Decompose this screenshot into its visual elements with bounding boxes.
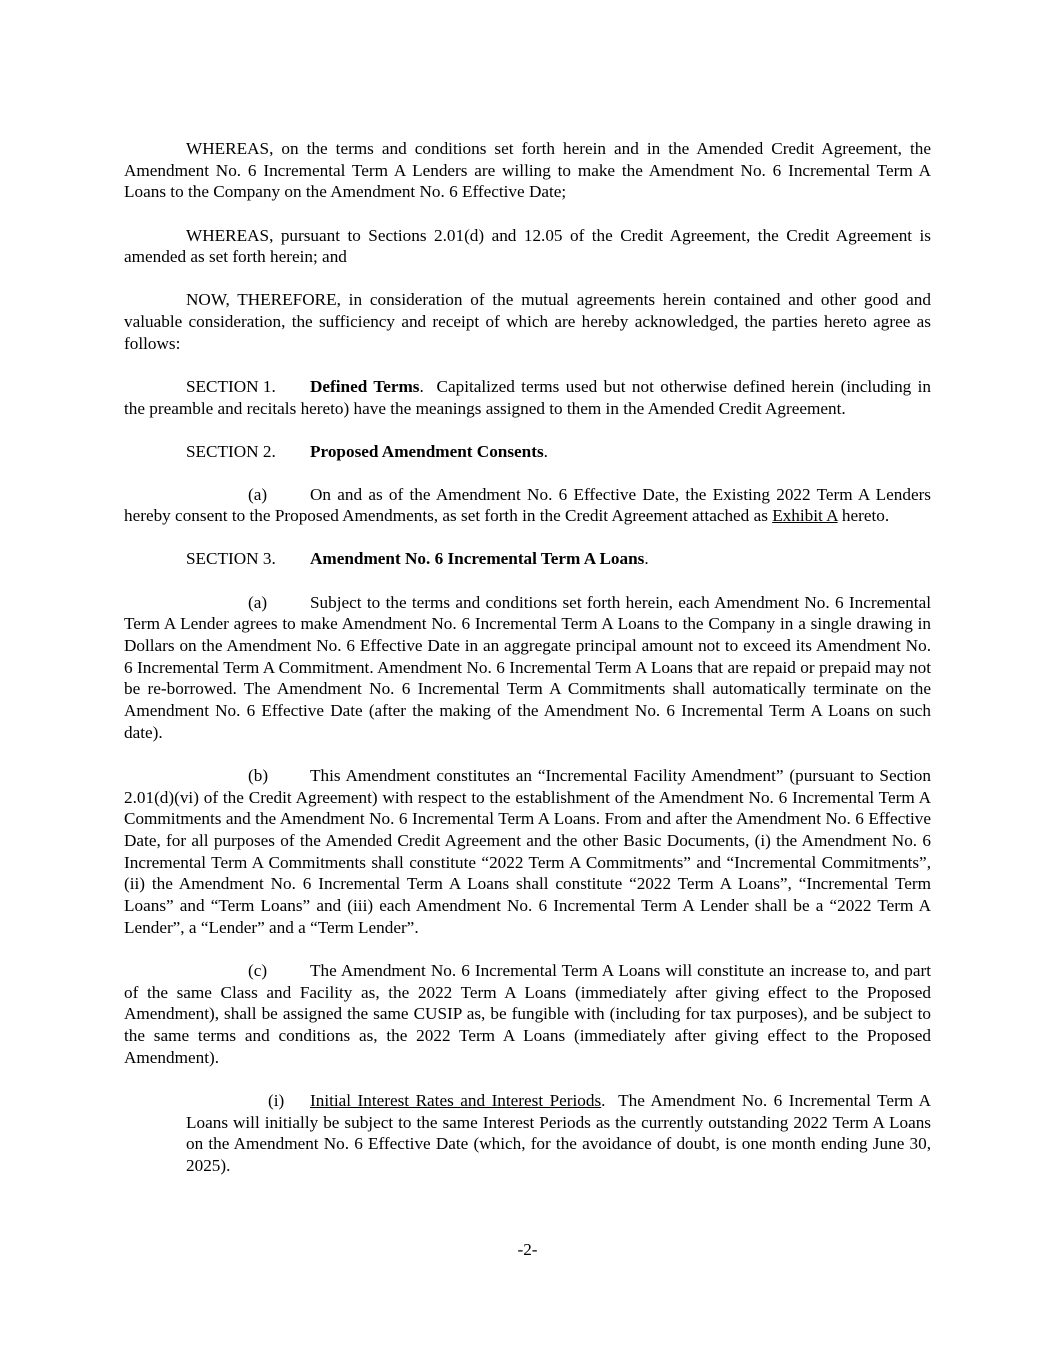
section-3-b-text: This Amendment constitutes an “Incremental Facility Amendment” (pursuant to Section 2.01(d)(vi) of the Credit Agreement) with respect to the establishment of the Amendment No. 6 Incremental Term A Commitments and the Amendment No. 6 Incremental Term A Loans. From and after the Amendment No. 6 Effective Date, for all purposes of the Amended Credit Agreement and the other Basic Documents, (i) the Amendment No. 6 Incremental Term A Commitments shall constitute “2022 Term A Commitments” and “Incremental Commitments”, (ii) the Amendment No. 6 Incremental Term A Loans shall constitute “2022 Term A Loans”, “Incremental Term Loans” and “Term Loans” and (iii) each Amendment No. 6 Incremental Term A Lender shall be a “2022 Term A Lender”, a “Lender” and a “Term Lender”. bbox=[124, 765, 931, 937]
section-3-a-label: (a) bbox=[248, 592, 268, 612]
document-body bbox=[124, 138, 931, 1177]
section-1-number: SECTION 1. bbox=[186, 376, 276, 396]
section-3-a-text: Subject to the terms and conditions set forth herein, each Amendment No. 6 Incremental Term A Lender agrees to make Amendment No. 6 Incremental Term A Loans to the Company in a single drawing in Dollars on the Amendment No. 6 Effective Date in an aggregate principal amount not to exceed its Amendment No. 6 Incremental Term A Commitment. Amendment No. 6 Incremental Term A Loans that are repaid or prepaid may not be re-borrowed. The Amendment No. 6 Incremental Term A Commitments shall automatically terminate on the Amendment No. 6 Effective Date (after the making of the Amendment No. 6 Incremental Term A Loans on such date). bbox=[124, 592, 931, 742]
whereas-paragraph-1 bbox=[124, 138, 931, 203]
page-number: -2- bbox=[517, 1240, 538, 1259]
section-3-title: Amendment No. 6 Incremental Term A Loans bbox=[310, 549, 645, 569]
section-3-c-paragraph bbox=[124, 960, 931, 1069]
section-2-a-text: On and as of the Amendment No. 6 Effective Date, the Existing 2022 Term A Lenders hereby consent to the Proposed Amendments, as set forth in the Credit Agreement attached as bbox=[124, 484, 931, 526]
whereas-paragraph-2 bbox=[124, 225, 931, 268]
section-3-a-paragraph bbox=[124, 592, 931, 744]
exhibit-a-reference: Exhibit A bbox=[772, 506, 838, 526]
section-3-title-period: . bbox=[644, 549, 649, 569]
section-2-a-label: (a) bbox=[248, 484, 268, 504]
section-3-b-paragraph bbox=[124, 765, 931, 939]
section-1-paragraph bbox=[124, 376, 931, 419]
now-therefore-paragraph bbox=[124, 289, 931, 354]
section-1-title: Defined Terms bbox=[310, 376, 420, 396]
section-1-text: Capitalized terms used but not otherwise defined herein (including in the preamble and recitals hereto) have the meanings assigned to them in the Amended Credit Agreement. bbox=[124, 376, 932, 418]
section-3-c-i-text: The Amendment No. 6 Incremental Term A Loans will initially be subject to the same Interest Periods as the currently outstanding 2022 Term A Loans on the Amendment No. 6 Effective Date (which, for the avoidance of doubt, is one month ending June 30, 2025). bbox=[186, 1090, 932, 1175]
section-2-number: SECTION 2. bbox=[186, 441, 276, 461]
section-2-a-paragraph bbox=[124, 484, 931, 527]
now-therefore-text: NOW, THEREFORE, in consideration of the mutual agreements herein contained and other good and valuable consideration, the sufficiency and receipt of which are hereby acknowledged, the parties hereto agree as follows: bbox=[124, 290, 931, 353]
section-2-heading bbox=[124, 441, 931, 463]
section-3-c-text: The Amendment No. 6 Incremental Term A Loans will constitute an increase to, and part of the same Class and Facility as, the 2022 Term A Loans (immediately after giving effect to the Proposed Amendment), shall be assigned the same CUSIP as, be fungible with (including for tax purposes), and be subject to the same terms and conditions as, the 2022 Term A Loans (immediately after giving effect to the Proposed Amendment). bbox=[124, 960, 931, 1067]
section-3-c-i-label: (i) bbox=[268, 1090, 285, 1110]
section-3-number: SECTION 3. bbox=[186, 549, 276, 569]
section-3-heading bbox=[124, 548, 931, 570]
section-1-title-period: . bbox=[419, 376, 424, 396]
section-3-b-label: (b) bbox=[248, 765, 269, 785]
whereas-1-text: WHEREAS, on the terms and conditions set forth herein and in the Amended Credit Agreement, the Amendment No. 6 Incremental Term A Lenders are willing to make the Amendment No. 6 Incremental Term A Loans to the Company on the Amendment No. 6 Effective Date; bbox=[124, 139, 931, 202]
section-3-c-label: (c) bbox=[248, 960, 268, 980]
section-3-c-i-heading-period: . bbox=[601, 1090, 606, 1110]
section-2-title: Proposed Amendment Consents bbox=[310, 441, 544, 461]
section-3-c-i-heading: Initial Interest Rates and Interest Periods bbox=[310, 1090, 602, 1110]
section-2-title-period: . bbox=[543, 441, 548, 461]
whereas-2-text: WHEREAS, pursuant to Sections 2.01(d) and 12.05 of the Credit Agreement, the Credit Agreement is amended as set forth herein; and bbox=[124, 225, 931, 267]
section-3-c-i-paragraph bbox=[186, 1090, 931, 1177]
section-2-a-tail: hereto. bbox=[841, 506, 890, 526]
